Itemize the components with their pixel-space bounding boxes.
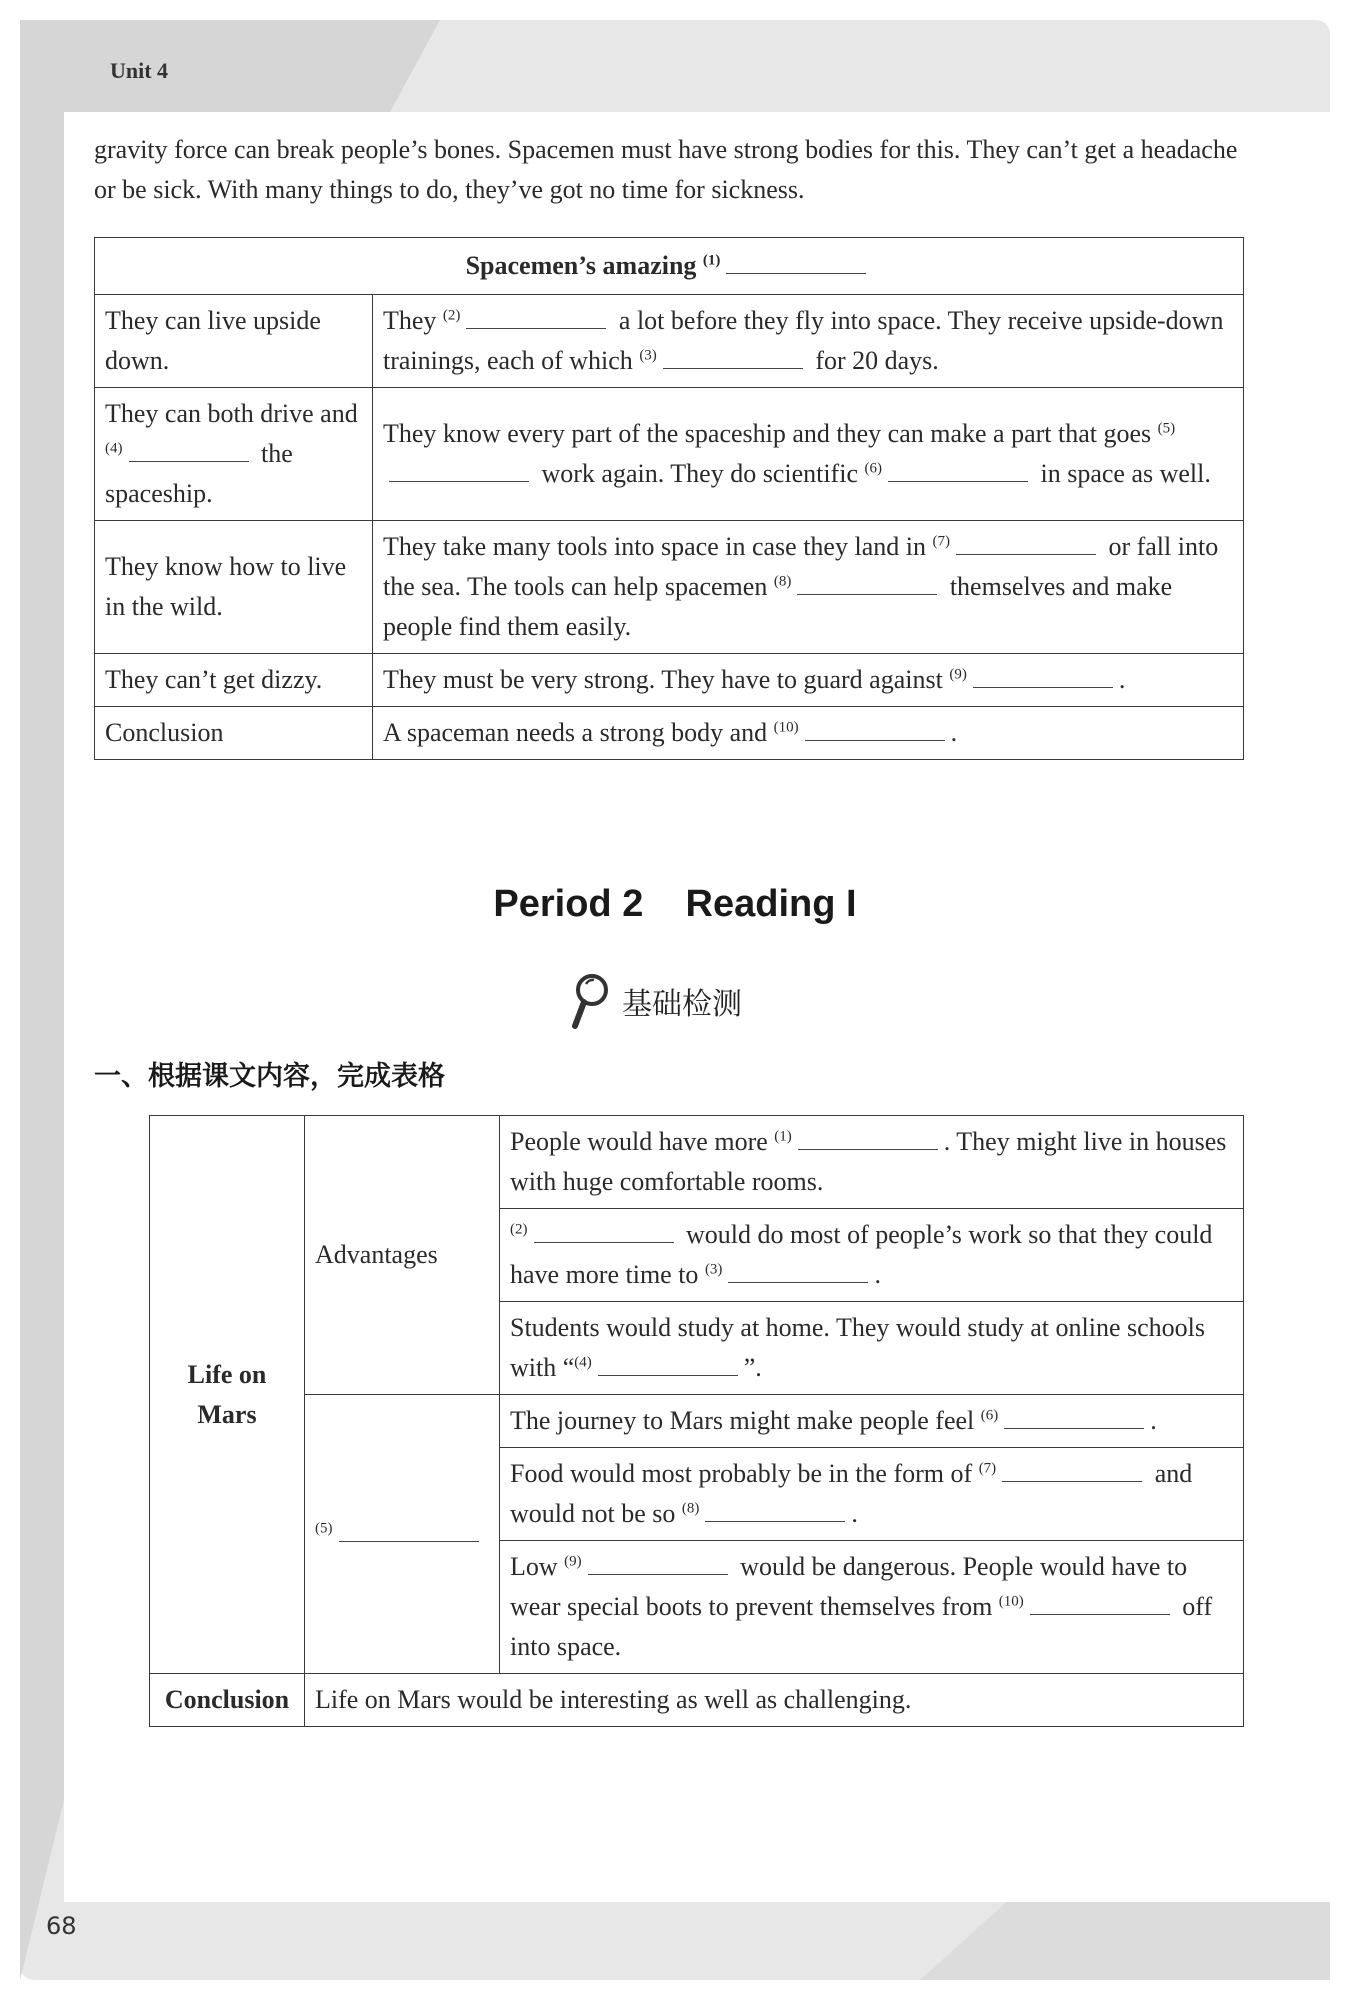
table-row — [150, 1674, 1244, 1727]
row-content: Food would most probably be in the form of $^{(7)}$ and would not be so $^{(8)}$ . — [500, 1448, 1244, 1541]
table-row — [95, 707, 1244, 760]
mars-table — [149, 1115, 1244, 1727]
row-label: They can’t get dizzy. — [95, 654, 373, 707]
answer-blank[interactable] — [726, 249, 866, 274]
row-content: The journey to Mars might make people feel $^{(6)}$ . — [500, 1395, 1244, 1448]
row-content: They take many tools into space in case they land in $^{(7)}$ or fall into the sea. The tools can help spacemen $^{(8)}$ themselves and make people find them easily. — [373, 521, 1244, 654]
answer-blank[interactable] — [663, 344, 803, 369]
blank-number: (4) — [105, 440, 123, 457]
table-row — [95, 521, 1244, 654]
answer-blank[interactable] — [728, 1258, 868, 1283]
table-row — [150, 1395, 1244, 1448]
blank-number: (8) — [773, 573, 792, 590]
disadvantages-cell — [305, 1395, 500, 1674]
row-content: They know every part of the spaceship and they can make a part that goes $^{(5)}$ work again. They do scientific $^{(6)}$ in space as well. — [373, 388, 1244, 521]
blank-number: (4) — [574, 1354, 592, 1371]
answer-blank[interactable] — [588, 1550, 728, 1575]
advantages-label: Advantages — [305, 1116, 500, 1395]
blank-number: (6) — [980, 1407, 999, 1424]
answer-blank[interactable] — [389, 457, 529, 482]
answer-blank[interactable] — [956, 530, 1096, 555]
answer-blank[interactable] — [973, 663, 1113, 688]
row-content: Students would study at home. They would study at online schools with “$^{(4)}$ ”. — [500, 1302, 1244, 1395]
answer-blank[interactable] — [805, 716, 945, 741]
row-label: Conclusion — [95, 707, 373, 760]
unit-label: Unit 4 — [110, 58, 169, 83]
blank-number: (2) — [442, 307, 461, 324]
table-row — [95, 295, 1244, 388]
answer-blank[interactable] — [466, 304, 606, 329]
blank-number: (10) — [773, 719, 799, 736]
subheading-label: 基础检测 — [622, 987, 742, 1022]
answer-blank[interactable] — [888, 457, 1028, 482]
row-content: People would have more $^{(1)}$ . They might live in houses with huge comfortable rooms. — [500, 1116, 1244, 1209]
blank-number: (2) — [510, 1221, 528, 1238]
answer-blank[interactable] — [129, 437, 249, 462]
page-number: 68 — [46, 1912, 77, 1940]
blank-number: (5) — [315, 1520, 333, 1537]
row-content: Low $^{(9)}$ would be dangerous. People would have to wear special boots to prevent themselves from $^{(10)}$ off into space. — [500, 1541, 1244, 1674]
spacemen-table — [94, 237, 1244, 760]
blank-number: (3) — [704, 1261, 723, 1278]
table-row — [95, 654, 1244, 707]
answer-blank[interactable] — [1002, 1457, 1142, 1482]
answer-blank[interactable] — [339, 1517, 479, 1542]
subheading — [570, 972, 742, 1030]
intro-paragraph: gravity force can break people’s bones. Spacemen must have strong bodies for this. They can’t get a headache or be sick. With many things to do, they’ve got no time for sickness. — [94, 135, 1238, 204]
table-row — [95, 388, 1244, 521]
section-title: 一、根据课文内容，完成表格 — [94, 1061, 445, 1092]
row-content: They $^{(2)}$ a lot before they fly into space. They receive upside-down trainings, each of which $^{(3)}$ for 20 days. — [373, 295, 1244, 388]
blank-number: (8) — [681, 1500, 700, 1517]
blank-number: (7) — [978, 1460, 997, 1477]
table-title — [95, 238, 1244, 295]
answer-blank[interactable] — [798, 1125, 938, 1150]
blank-number: (3) — [639, 347, 657, 364]
blank-number: (10) — [998, 1593, 1024, 1610]
blank-number: (1) — [702, 252, 721, 269]
row-label: They can both drive and $^{(4)}$ the spaceship. — [95, 388, 373, 521]
answer-blank[interactable] — [1004, 1404, 1144, 1429]
blank-number: (5) — [1157, 420, 1176, 437]
conclusion-text: Life on Mars would be interesting as well as challenging. — [305, 1674, 1244, 1727]
blank-number: (1) — [774, 1128, 792, 1145]
blank-number: (9) — [564, 1553, 582, 1570]
magnifier-icon — [570, 972, 610, 1030]
blank-number: (9) — [949, 666, 967, 683]
row-label: They know how to live in the wild. — [95, 521, 373, 654]
blank-number: (7) — [932, 533, 950, 550]
answer-blank[interactable] — [705, 1497, 845, 1522]
topic-cell: Life on Mars — [150, 1116, 305, 1674]
answer-blank[interactable] — [1030, 1590, 1170, 1615]
row-content: A spaceman needs a strong body and $^{(10)}$ . — [373, 707, 1244, 760]
answer-blank[interactable] — [534, 1218, 674, 1243]
row-content: They must be very strong. They have to guard against $^{(9)}$ . — [373, 654, 1244, 707]
table-title-text: Spacemen’s amazing — [465, 251, 697, 280]
answer-blank[interactable] — [797, 570, 937, 595]
row-label: They can live upside down. — [95, 295, 373, 388]
answer-blank[interactable] — [598, 1351, 738, 1376]
row-content: $^{(2)}$ would do most of people’s work so that they could have more time to $^{(3)}$ . — [500, 1209, 1244, 1302]
period-title: Period 2 Reading I — [493, 883, 857, 925]
conclusion-label: Conclusion — [150, 1674, 305, 1727]
blank-number: (6) — [864, 460, 882, 477]
table-row — [150, 1116, 1244, 1209]
